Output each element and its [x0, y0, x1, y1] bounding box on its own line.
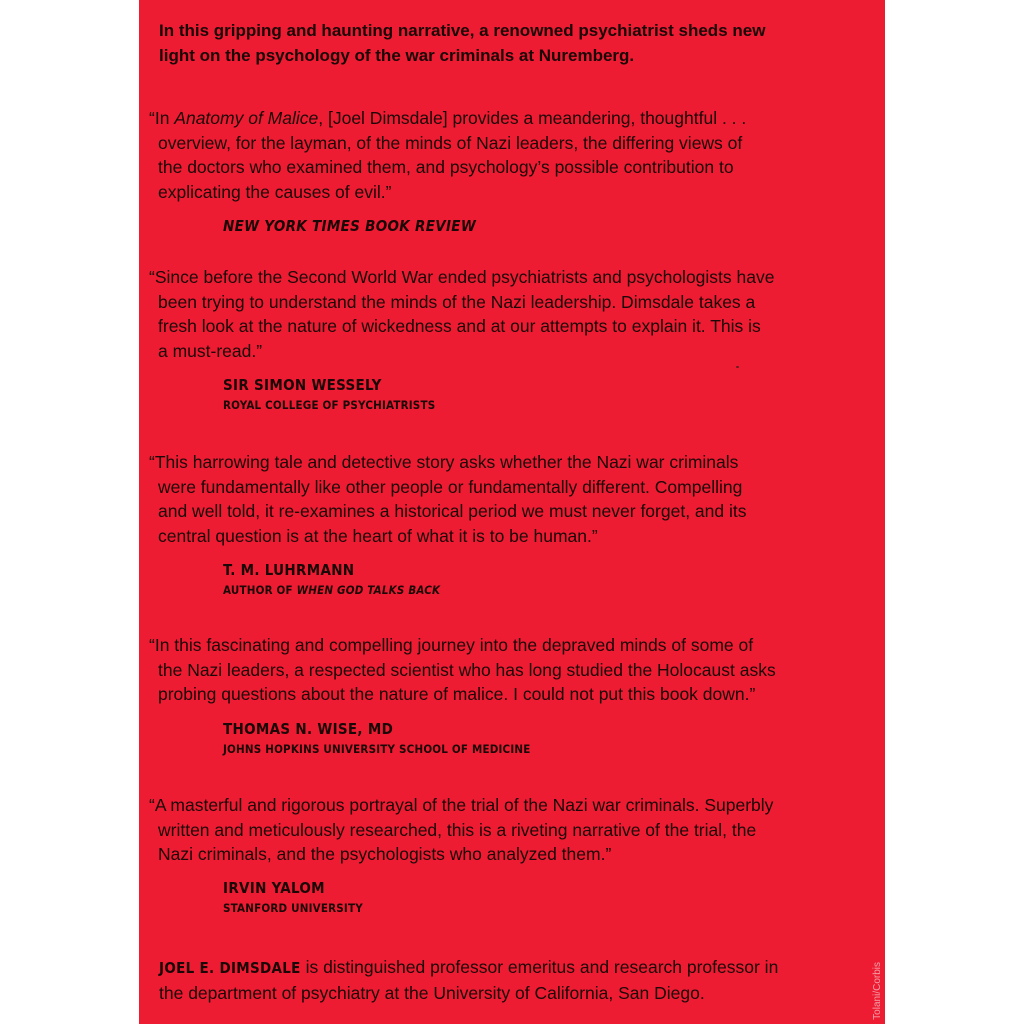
quote-attribution-3 [223, 559, 440, 599]
quote-line: the Nazi leaders, a respected scientist who has long studied the Holocaust asks [158, 659, 776, 680]
bio-line-2: the department of psychiatry at the University of California, San Diego. [159, 983, 705, 1003]
review-quote-4 [149, 633, 849, 707]
quote-line: “Since before the Second World War ended psychiatrists and psychologists have [149, 267, 775, 287]
photo-credit: Tolani/Corbis [872, 962, 883, 1020]
quote-line: probing questions about the nature of malice. I could not put this book down.” [158, 684, 756, 704]
book-title: WHEN GOD TALKS BACK [296, 583, 441, 597]
back-cover [139, 0, 885, 1024]
bio-line-1: JOEL E. DIMSDALE is distinguished professor emeritus and research professor in [159, 957, 779, 977]
print-speck [736, 366, 739, 368]
attribution-name: SIR SIMON WESSELY [223, 376, 382, 394]
attribution-affiliation: AUTHOR OF WHEN GOD TALKS BACK [223, 583, 441, 597]
quote-line: central question is at the heart of what it is to be human.” [158, 525, 598, 546]
quote-line: “A masterful and rigorous portrayal of the trial of the Nazi war criminals. Superbly [149, 795, 774, 815]
attribution-name: NEW YORK TIMES BOOK REVIEW [223, 217, 477, 235]
quote-attribution-1 [223, 215, 476, 237]
quote-line: written and meticulously researched, this is a riveting narrative of the trial, the [158, 819, 757, 840]
attribution-name: IRVIN YALOM [223, 879, 325, 897]
quote-line: overview, for the layman, of the minds of Nazi leaders, the differing views of [158, 132, 743, 153]
quote-line: “In Anatomy of Malice, [Joel Dimsdale] provides a meandering, thoughtful . . . [149, 108, 747, 128]
author-name: JOEL E. DIMSDALE [159, 959, 301, 977]
quote-attribution-2 [223, 374, 435, 414]
quote-line: “In this fascinating and compelling journey into the depraved minds of some of [149, 635, 754, 655]
quote-line: a must-read.” [158, 340, 263, 361]
quote-line: explicating the causes of evil.” [158, 181, 392, 202]
attribution-name: T. M. LUHRMANN [223, 561, 355, 579]
review-quote-2 [149, 265, 849, 363]
quote-attribution-5 [223, 877, 363, 917]
quote-line: were fundamentally like other people or fundamentally different. Compelling [158, 476, 743, 497]
attribution-affiliation: JOHNS HOPKINS UNIVERSITY SCHOOL OF MEDICINE [223, 742, 531, 756]
quote-attribution-4 [223, 718, 531, 758]
review-quote-5 [149, 793, 849, 867]
attribution-name: THOMAS N. WISE, MD [223, 720, 394, 738]
review-quote-1 [149, 106, 849, 204]
tagline-line-1: In this gripping and haunting narrative, a renowned psychiatrist sheds new [159, 21, 766, 40]
tagline-line-2: light on the psychology of the war criminals at Nuremberg. [159, 46, 635, 65]
quote-line: and well told, it re-examines a historical period we must never forget, and its [158, 501, 747, 521]
author-bio [159, 955, 869, 1006]
quote-line: the doctors who examined them, and psychology’s possible contribution to [158, 157, 734, 177]
tagline [159, 18, 859, 68]
book-title: Anatomy of Malice [174, 108, 319, 128]
quote-line: fresh look at the nature of wickedness and at our attempts to explain it. This is [158, 316, 761, 336]
quote-line: Nazi criminals, and the psychologists who analyzed them.” [158, 844, 612, 864]
quote-line: been trying to understand the minds of the Nazi leadership. Dimsdale takes a [158, 291, 756, 312]
quote-line: “This harrowing tale and detective story asks whether the Nazi war criminals [149, 452, 739, 472]
review-quote-3 [149, 450, 849, 548]
attribution-affiliation: ROYAL COLLEGE OF PSYCHIATRISTS [223, 398, 436, 412]
attribution-affiliation: STANFORD UNIVERSITY [223, 901, 363, 915]
